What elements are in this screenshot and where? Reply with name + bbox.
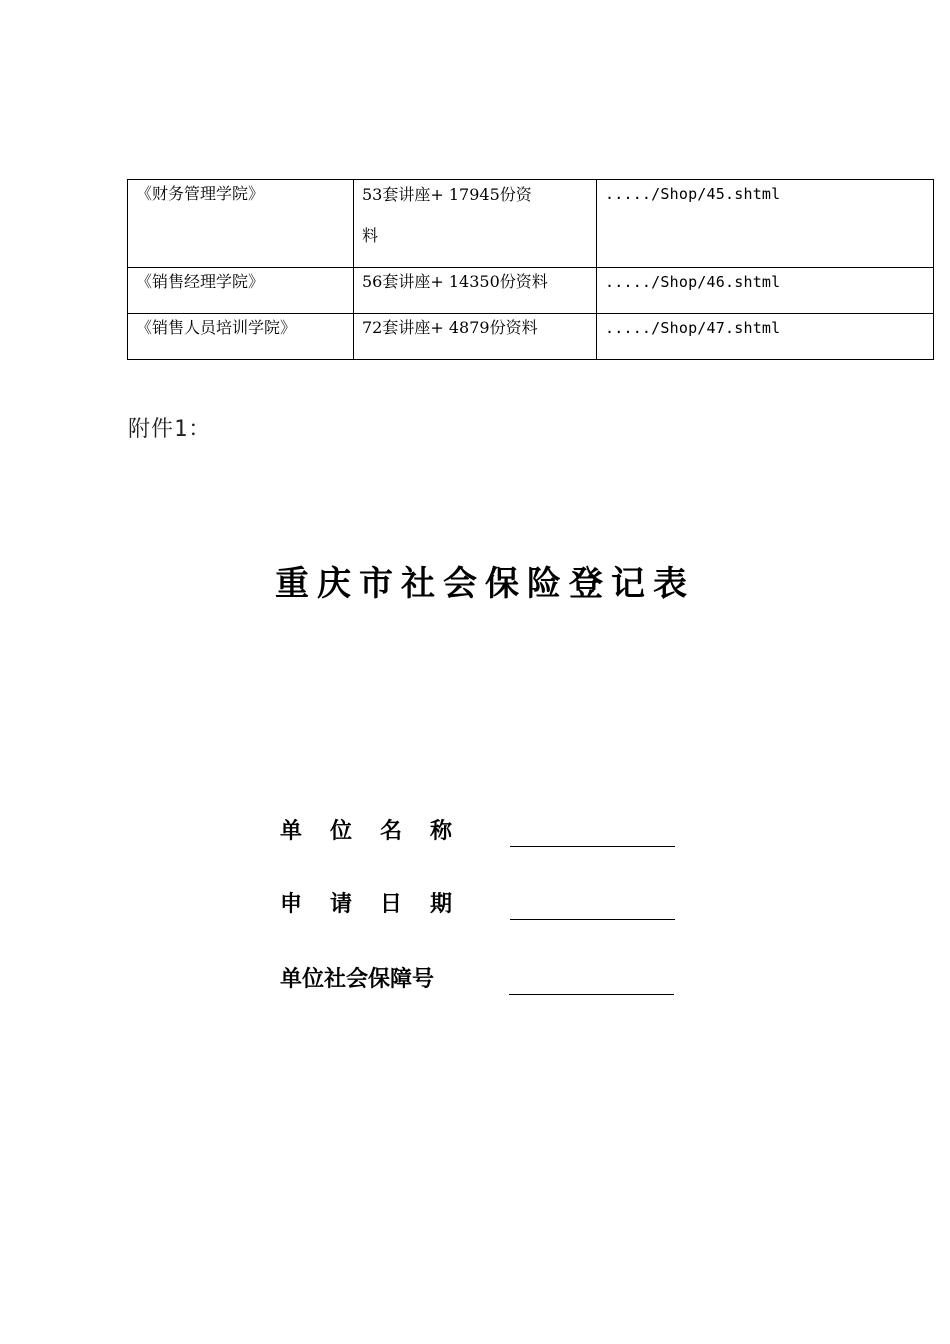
course-name-cell	[128, 180, 354, 268]
course-url-cell	[597, 180, 934, 268]
course-content-cell	[354, 314, 597, 360]
course-content-cell	[354, 180, 597, 268]
attachment-label: 附件1：	[128, 417, 212, 442]
application-date-label: 申请日期	[280, 891, 481, 917]
course-name: 《销售人员培训学院》	[136, 318, 297, 337]
course-content: 72套讲座+ 4879份资料	[362, 318, 538, 337]
field-row-application-date	[280, 889, 680, 923]
course-url-link[interactable]: ...../Shop/45.shtml	[605, 185, 781, 203]
course-url-link[interactable]: ...../Shop/47.shtml	[605, 319, 781, 337]
course-content: 53套讲座+ 17945份资	[362, 185, 532, 204]
course-content: 56套讲座+ 14350份资料	[362, 272, 548, 291]
course-content-continued: 料	[362, 226, 379, 245]
unit-name-field[interactable]	[510, 846, 675, 847]
social-security-number-field[interactable]	[509, 994, 674, 995]
table-row	[128, 314, 934, 360]
field-row-social-security-number	[280, 964, 680, 998]
resource-table	[127, 179, 934, 360]
form-title: 重庆市社会保险登记表	[275, 564, 695, 604]
social-security-number-label: 单位社会保障号	[280, 966, 435, 992]
application-date-field[interactable]	[510, 919, 675, 920]
course-name: 《财务管理学院》	[136, 184, 265, 203]
course-name-cell	[128, 314, 354, 360]
course-url-cell	[597, 314, 934, 360]
course-name: 《销售经理学院》	[136, 272, 265, 291]
unit-name-label: 单位名称	[280, 818, 481, 844]
table-row	[128, 180, 934, 268]
course-url-link[interactable]: ...../Shop/46.shtml	[605, 273, 781, 291]
field-row-unit-name	[280, 816, 680, 850]
